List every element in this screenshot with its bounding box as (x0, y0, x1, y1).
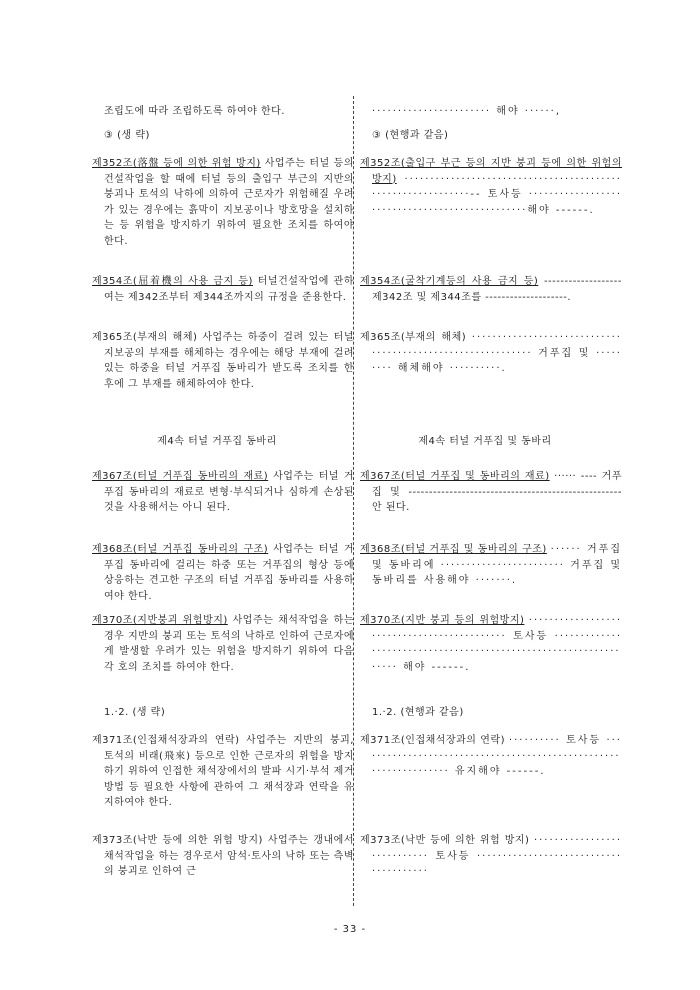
article-365-title-amended: 제365조(부재의 해체) (360, 332, 467, 343)
article-352 (92, 156, 354, 249)
article-367-amended (360, 469, 622, 516)
article-370-title: 제370조(지반붕괴 위험방지) (92, 615, 228, 626)
article-365-body-amended: ···························································· 거푸집 및 ········· 해체해야 ··········. (372, 332, 622, 374)
paragraph-3-unchanged: ③ (현행과 같음) (372, 130, 449, 141)
article-373-title: 제373조(낙반 등에 의한 위험 방지) (92, 835, 263, 846)
article-352-body: 사업주는 터널 등의 건설작업을 할 때에 터널 등의 출입구 부근의 지반의 붕괴나 토석의 낙하에 의하여 근로자가 위험해질 우려가 있는 경우에는 흙막이 지보공이나 방호망을 설치하는 등 위험을 방지하기 위하여 필요한 조치를 하여야 한다. (104, 158, 354, 247)
article-371 (92, 733, 354, 811)
article-368-title: 제368조(터널 거푸집 동바리의 구조) (92, 544, 269, 555)
article-352-title: 제352조(落盤 등에 의한 위험 방지) (92, 158, 261, 169)
article-370-body: 사업주는 채석작업을 하는 경우 지반의 붕괴 또는 토석의 낙하로 인하여 근로자에게 발생할 우려가 있는 위험을 방지하기 위하여 다음 각 호의 조치를 하여야 한다. (104, 615, 355, 673)
article-368 (92, 542, 354, 604)
section-heading: 제4속 터널 거푸집 동바리 (157, 436, 277, 447)
page (92, 96, 622, 916)
article-352-title-amended: 제352조(출입구 부근 등의 지반 붕괴 등에 의한 위험의 방지) (360, 158, 622, 185)
article-373-body: 사업주는 갱내에서 채석작업을 하는 경우로서 암석·토사의 낙하 또는 측벽의 붕괴로 인하여 근 (104, 835, 354, 877)
article-370-body-amended: ············································ 토사등 ·································································· 해야 ------. (372, 615, 622, 673)
section-heading-amended: 제4속 터널 거푸집 및 동바리 (418, 436, 552, 447)
article-368-body: 사업주는 터널 거푸집 동바리에 걸리는 하중 또는 거푸집의 형상 등에 상응하는 견고한 구조의 터널 거푸집 동바리를 사용하여야 한다. (104, 544, 354, 602)
article-352-body-amended: ·····························································-- 토사등 ················································해야 ------. (372, 173, 622, 216)
article-371-body-amended: ·········· 토사등 ·································································· 유지해야 ------. (372, 735, 622, 777)
article-373-amended (360, 833, 622, 880)
article-370-amended (360, 613, 622, 675)
article-354-title-amended: 제354조(굴착기계등의 사용 금지 등) (360, 276, 539, 287)
article-354-title: 제354조(屈着機의 사용 금지 등) (92, 276, 253, 287)
article-365-body: 사업주는 하중이 걸려 있는 터널 지보공의 부재를 해체하는 경우에는 해당 부재에 걸려있는 하중을 터널 거푸집 동바리가 받도록 조치를 한 후에 그 부재를 해체하여야 한다. (104, 332, 354, 390)
article-367-body-amended: ······ ---- 거푸집 및 ---------------------------------------------------- 안 된다. (372, 471, 622, 513)
continuation-text-amended: ······················· 해야 ······, (372, 106, 562, 117)
article-367 (92, 469, 354, 516)
article-354 (92, 274, 354, 305)
article-367-title: 제367조(터널 거푸집 동바리의 재료) (92, 471, 269, 482)
article-368-body-amended: ······ 거푸집 및 동바리에 ························ 거푸집 및 동바리를 사용해야 ·······. (372, 544, 622, 586)
article-371-amended (360, 733, 622, 780)
article-371-title: 제371조(인접채석장과의 연락) (92, 735, 240, 746)
article-373-title-amended: 제373조(낙반 등에 의한 위험 방지) (360, 835, 530, 846)
article-365-title: 제365조(부재의 해체) (92, 332, 198, 343)
paragraph-3-omitted: ③ (생 략) (104, 130, 150, 141)
continuation-text: 조립도에 따라 조립하도록 하여야 한다. (104, 106, 285, 117)
article-354-amended (360, 274, 622, 305)
article-368-title-amended: 제368조(터널 거푸집 및 동바리의 구조) (360, 544, 547, 555)
article-370-title-amended: 제370조(지반 붕괴 등의 위험방지) (360, 615, 525, 626)
article-371-title-amended: 제371조(인접채석장과의 연락) (360, 735, 506, 746)
article-371-body: 사업주는 지반의 붕괴, 토석의 비래(飛來) 등으로 인한 근로자의 위험을 방지하기 위하여 인접한 채석장에서의 발파 시기·부석 제거 방법 등 필요한 사항에 관하여 그 채석장과 연락을 유지하여야 한다. (104, 735, 354, 808)
article-367-title-amended: 제367조(터널 거푸집 및 동바리의 재료) (360, 471, 550, 482)
article-370 (92, 613, 354, 675)
article-368-amended (360, 542, 622, 589)
article-352-amended (360, 156, 622, 218)
article-354-body-amended: ------------------- 제342조 및 제344조를 --------------------. (372, 276, 622, 303)
article-354-body: 터널건설작업에 관하여는 제342조부터 제344조까지의 규정을 준용한다. (104, 276, 354, 303)
items-1-2-unchanged: 1.·2. (현행과 같음) (372, 707, 464, 718)
article-367-body: 사업주는 터널 거푸집 동바리의 재료로 변형·부식되거나 심하게 손상된 것을 사용해서는 아니 된다. (104, 471, 354, 513)
items-1-2-omitted: 1.·2. (생 략) (104, 707, 166, 718)
page-number: - 33 - (333, 924, 367, 935)
article-373-body-amended: ···························· 토사등 ······································· (372, 835, 622, 877)
article-365 (92, 330, 354, 392)
article-365-amended (360, 330, 622, 377)
article-373 (92, 833, 354, 880)
